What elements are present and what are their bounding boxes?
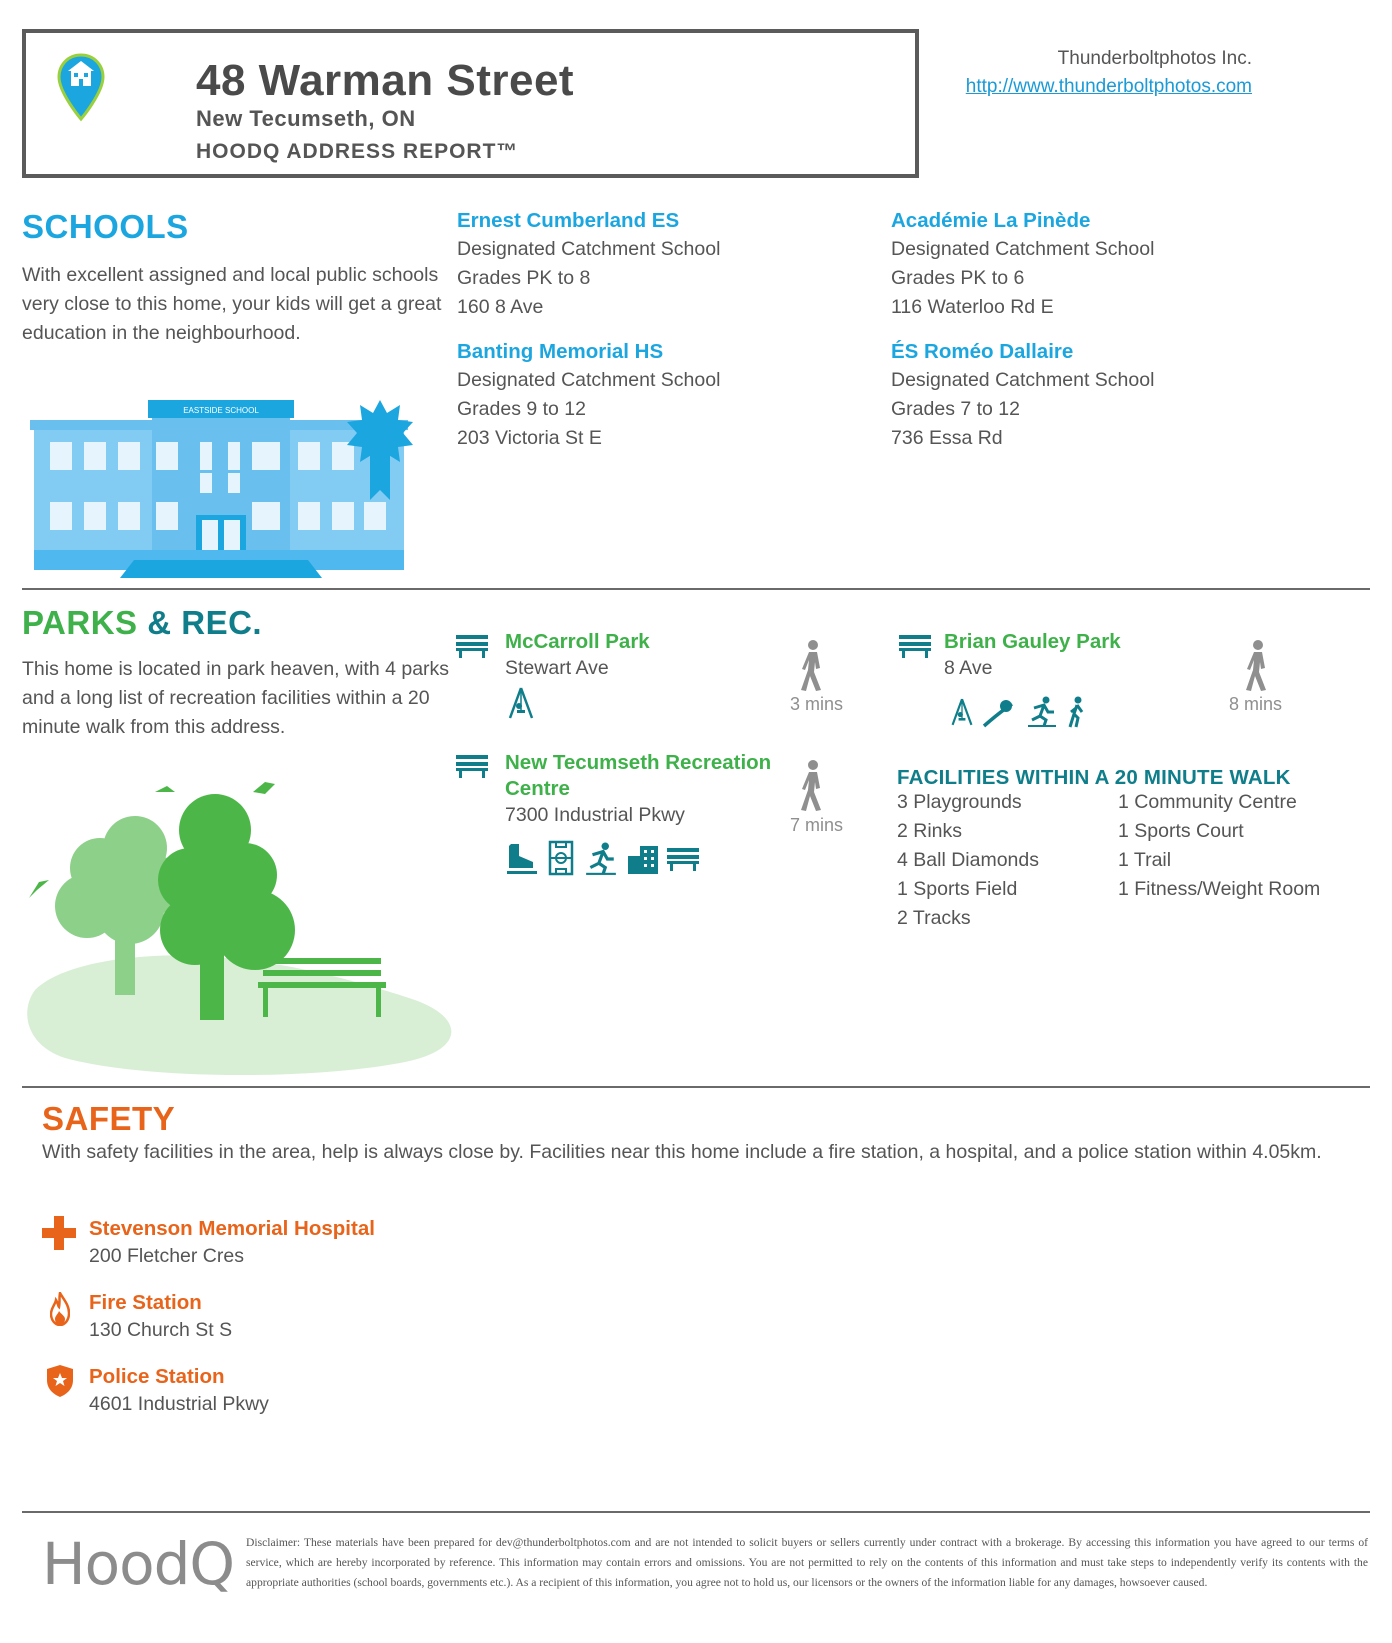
property-address: 48 Warman Street — [196, 56, 575, 105]
park-name: McCarroll Park — [505, 630, 650, 653]
park-name-continued: Centre — [505, 777, 570, 800]
facility-item: 2 Tracks — [897, 907, 971, 929]
safety-address: 130 Church St S — [89, 1319, 233, 1341]
section-divider — [22, 1511, 1370, 1513]
company-website-link[interactable]: http://www.thunderboltphotos.com — [965, 76, 1252, 97]
school-name: Banting Memorial HS — [457, 340, 664, 363]
school-type: Designated Catchment School — [457, 238, 721, 260]
school-grades: Grades PK to 8 — [457, 267, 591, 289]
facility-item: 3 Playgrounds — [897, 791, 1022, 813]
school-item — [891, 209, 1221, 322]
running-track-icon — [1026, 696, 1058, 728]
school-name: ÉS Roméo Dallaire — [891, 340, 1074, 363]
pedestrian-icon — [797, 640, 827, 692]
school-address: 203 Victoria St E — [457, 427, 602, 449]
safety-address: 200 Fletcher Cres — [89, 1245, 244, 1267]
safety-description: With safety facilities in the area, help is always close by. Facilities near this home include a fire station, a hospital, and a police station within 4.05km. — [42, 1141, 1322, 1163]
parks-heading-parks: PARKS — [22, 604, 138, 641]
skate-icon — [505, 842, 539, 876]
bench-icon — [898, 634, 932, 658]
school-sign: EASTSIDE SCHOOL — [183, 406, 259, 415]
school-item — [457, 209, 787, 322]
school-address: 160 8 Ave — [457, 296, 544, 318]
safety-name: Stevenson Memorial Hospital — [89, 1217, 375, 1240]
location-pin-house-icon — [56, 53, 106, 123]
section-divider — [22, 1086, 1370, 1088]
community-centre-icon — [626, 842, 660, 876]
parks-description: This home is located in park heaven, with 4 parks and a long list of recreation facilities within a 20 minute walk from this address. — [22, 658, 450, 738]
school-grades: Grades PK to 6 — [891, 267, 1025, 289]
school-type: Designated Catchment School — [457, 369, 721, 391]
pedestrian-icon — [797, 760, 827, 812]
walk-time: 8 mins — [1229, 694, 1283, 714]
safety-item — [89, 1217, 375, 1268]
company-name: Thunderboltphotos Inc. — [1057, 48, 1252, 69]
disclaimer-text: Disclaimer: These materials have been prepared for dev@thunderboltphotos.com and are not intended to solicit buyers or sellers currently under contract with a brokerage. By accessing this information you have agreed to our terms of service, which are hereby incorporated by reference. This information may contain errors and omissions. You are not permitted to rely on the contents of this information and must take steps to independently verify its contents with the appropriate authorities (school boards, governments etc.). As a recipient of this information, you agree not to hold us, our licensors or the owners of the information liable for any damages, howsoever caused. — [246, 1536, 1368, 1589]
section-divider — [22, 588, 1370, 590]
facility-item: 1 Community Centre — [1118, 791, 1297, 813]
safety-address: 4601 Industrial Pkwy — [89, 1393, 269, 1415]
slide-icon — [982, 698, 1018, 728]
facilities-heading: FACILITIES WITHIN A 20 MINUTE WALK — [897, 766, 1291, 789]
safety-item — [89, 1365, 269, 1416]
park-address: 8 Ave — [944, 657, 993, 679]
facility-item: 4 Ball Diamonds — [897, 849, 1039, 871]
school-building-illustration — [30, 390, 450, 590]
park-address: 7300 Industrial Pkwy — [505, 804, 685, 826]
parks-heading — [22, 604, 262, 642]
school-address: 736 Essa Rd — [891, 427, 1003, 449]
trail-walker-icon — [1066, 696, 1088, 728]
report-title: HOODQ ADDRESS REPORT™ — [196, 140, 519, 163]
school-grades: Grades 7 to 12 — [891, 398, 1020, 420]
school-type: Designated Catchment School — [891, 369, 1155, 391]
swing-icon — [950, 696, 974, 728]
safety-name: Fire Station — [89, 1291, 202, 1314]
safety-item — [89, 1291, 232, 1342]
school-type: Designated Catchment School — [891, 238, 1155, 260]
school-name: Académie La Pinède — [891, 209, 1091, 232]
hoodq-logo: HoodQ — [42, 1530, 235, 1598]
safety-name: Police Station — [89, 1365, 225, 1388]
property-city: New Tecumseth, ON — [196, 106, 416, 131]
safety-heading: SAFETY — [42, 1100, 176, 1137]
bench-icon — [455, 754, 489, 778]
facilities-list-left — [897, 788, 1039, 933]
facility-item: 1 Trail — [1118, 849, 1172, 871]
walk-time: 3 mins — [790, 694, 844, 714]
facility-item: 1 Fitness/Weight Room — [1118, 878, 1321, 900]
bench-icon — [455, 634, 489, 658]
facility-item: 2 Rinks — [897, 820, 963, 842]
facility-item: 1 Sports Court — [1118, 820, 1244, 842]
school-name: Ernest Cumberland ES — [457, 209, 680, 232]
park-trees-bench-illustration — [25, 780, 465, 1080]
walk-time: 7 mins — [790, 815, 844, 835]
flame-icon — [50, 1292, 70, 1326]
school-address: 116 Waterloo Rd E — [891, 296, 1054, 318]
facility-item: 1 Sports Field — [897, 878, 1018, 900]
parks-heading-rec: & REC. — [147, 604, 263, 641]
police-badge-icon — [46, 1364, 74, 1398]
park-name: New Tecumseth Recreation — [505, 751, 772, 774]
hospital-cross-icon — [42, 1216, 76, 1250]
school-grades: Grades 9 to 12 — [457, 398, 586, 420]
facilities-list-right — [1118, 788, 1320, 904]
park-name: Brian Gauley Park — [944, 630, 1121, 653]
sports-field-icon — [548, 840, 574, 876]
pedestrian-icon — [1242, 640, 1272, 692]
schools-heading: SCHOOLS — [22, 208, 189, 245]
school-item — [891, 340, 1221, 453]
park-address: Stewart Ave — [505, 657, 609, 679]
bench-icon — [666, 846, 700, 872]
school-item — [457, 340, 787, 453]
swing-icon — [507, 686, 535, 720]
running-track-icon — [584, 842, 618, 876]
schools-description: With excellent assigned and local public schools very close to this home, your kids will get a great education in the neighbourhood. — [22, 264, 442, 344]
